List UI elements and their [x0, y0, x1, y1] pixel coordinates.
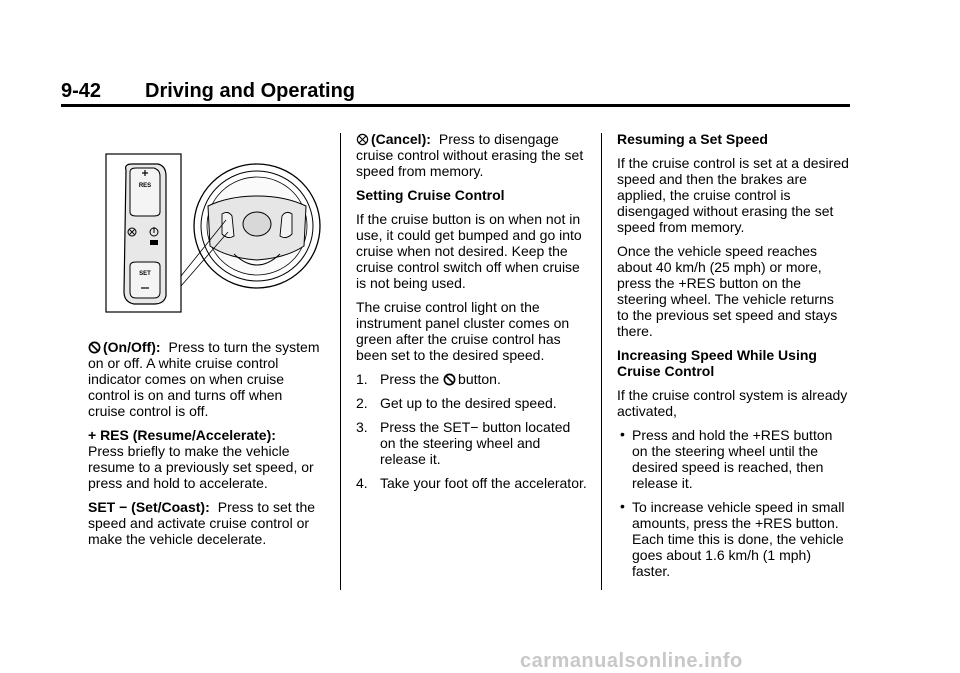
setting-heading: Setting Cruise Control — [356, 187, 505, 203]
onoff-icon — [88, 341, 101, 354]
onoff-paragraph — [88, 339, 320, 419]
set-text: Press to set the speed and activate cruise control or make the vehicle decelerate. — [88, 499, 316, 547]
page-header — [61, 80, 355, 103]
column-2 — [356, 131, 588, 499]
cancel-icon — [356, 133, 369, 146]
resume-paragraph-2: Once the vehicle speed reaches about 40 km/h (25 mph) or more, press the +RES button on the steering wheel. The vehicle returns to the previous set speed and stays there. — [617, 243, 838, 339]
list-item: 4. Take your foot off the accelerator. — [356, 475, 587, 491]
cancel-paragraph — [356, 131, 588, 179]
section-title: Driving and Operating — [145, 80, 356, 102]
setting-paragraph-1: If the cruise button is on when not in use, it could get bumped and go into cruise when not desired. Keep the cruise control switch off when cruise is not being used. — [356, 211, 582, 291]
res-label: + RES (Resume/Accelerate): — [88, 427, 276, 443]
watermark: carmanualsonline.info — [520, 650, 743, 672]
header-rule — [61, 104, 850, 107]
set-label: SET − (Set/Coast): — [88, 499, 210, 515]
fig-set-label: SET — [139, 271, 151, 277]
increase-bullets — [617, 427, 849, 579]
list-item: • Press and hold the +RES button on the steering wheel until the desired speed is reached, then release it. — [620, 426, 833, 491]
onoff-icon — [443, 373, 456, 386]
cruise-control-figure — [104, 136, 324, 318]
increase-paragraph: If the cruise control system is already activated, — [617, 387, 848, 419]
column-divider-2 — [601, 133, 602, 590]
column-1 — [88, 339, 320, 555]
column-3 — [617, 131, 849, 587]
cancel-text: Press to disengage cruise control without erasing the set speed from memory. — [356, 131, 584, 179]
res-paragraph — [88, 427, 320, 491]
list-item: 3. Press the SET− button located on the steering wheel and release it. — [356, 419, 571, 467]
resume-paragraph-1: If the cruise control is set at a desired speed and then the brakes are applied, the cruise control is disengaged without erasing the set speed from memory. — [617, 155, 849, 235]
list-item: 1. Press the button. — [356, 371, 501, 387]
set-paragraph — [88, 499, 320, 547]
res-text: Press briefly to make the vehicle resume to a previously set speed, or press and hold to accelerate. — [88, 443, 314, 491]
list-item: 2. Get up to the desired speed. — [356, 395, 557, 411]
setting-paragraph-2: The cruise control light on the instrument panel cluster comes on green after the cruise control has been set to the desired speed. — [356, 299, 570, 363]
increase-heading: Increasing Speed While Using Cruise Control — [617, 347, 817, 379]
onoff-text: Press to turn the system on or off. A white cruise control indicator comes on when cruise control is on and turns off when cruise control is off. — [88, 339, 320, 419]
setting-steps — [356, 371, 588, 491]
resume-heading: Resuming a Set Speed — [617, 131, 768, 147]
page-number: 9-42 — [61, 80, 102, 102]
fig-res-label: RES — [138, 183, 152, 189]
list-item: • To increase vehicle speed in small amounts, press the +RES button. Each time this is done, the vehicle goes about 1.6 km/h (1 mph) faster. — [620, 498, 845, 579]
steering-wheel-icon — [194, 164, 320, 288]
cancel-label: (Cancel): — [371, 131, 431, 147]
column-divider-1 — [340, 133, 341, 590]
onoff-label: (On/Off): — [103, 339, 161, 355]
